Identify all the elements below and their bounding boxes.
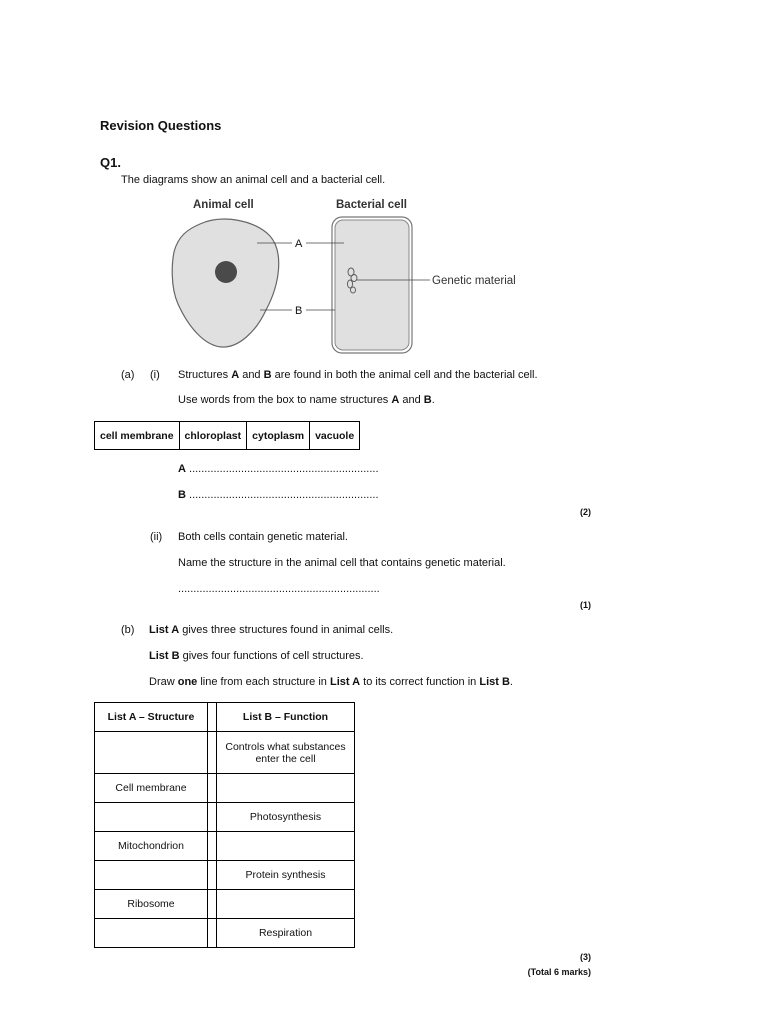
gap-cell [208, 703, 217, 732]
animal-cell-shape [172, 219, 279, 347]
matching-table [94, 702, 355, 948]
sub-i-label: (i) [150, 369, 160, 381]
total-marks: (Total 6 marks) [527, 967, 591, 977]
list-b-cell[interactable]: Photosynthesis [217, 803, 355, 832]
answer-line-a[interactable]: A .............................................................. [178, 463, 379, 475]
page-title: Revision Questions [100, 118, 222, 133]
label-b: B [295, 305, 303, 317]
gap-cell [208, 803, 217, 832]
gap-cell [208, 732, 217, 774]
part-b-instruction: Draw one line from each structure in List A to its correct function in List B. [149, 676, 513, 688]
list-b-cell[interactable]: Controls what substances enter the cell [217, 732, 355, 774]
sub-ii-label: (ii) [150, 531, 163, 543]
sub-ii-question: Both cells contain genetic material. [178, 531, 348, 543]
list-a-description: List A gives three structures found in animal cells. [149, 624, 394, 636]
list-b-cell[interactable]: Respiration [217, 919, 355, 948]
marks-a-i: (2) [580, 507, 591, 517]
sub-ii-instruction: Name the structure in the animal cell that contains genetic material. [178, 557, 506, 569]
header-list-b: List B – Function [217, 703, 355, 732]
list-b-cell[interactable] [217, 832, 355, 861]
list-b-cell[interactable] [217, 774, 355, 803]
list-a-cell[interactable] [95, 803, 208, 832]
word-box-item: cell membrane [95, 422, 180, 450]
list-a-cell[interactable] [95, 732, 208, 774]
answer-line-ii[interactable]: .................................................................. [178, 583, 380, 595]
answer-line-b[interactable]: B .............................................................. [178, 489, 379, 501]
header-list-a: List A – Structure [95, 703, 208, 732]
nucleus-shape [215, 261, 237, 283]
marks-b: (3) [580, 952, 591, 962]
cell-diagram [160, 192, 540, 360]
bacterial-cell-label: Bacterial cell [336, 199, 407, 211]
label-a: A [295, 238, 303, 250]
word-box-item: vacuole [310, 422, 360, 450]
genetic-material-label: Genetic material [432, 275, 516, 287]
question-intro: The diagrams show an animal cell and a bacterial cell. [121, 174, 386, 186]
marks-a-ii: (1) [580, 600, 591, 610]
list-a-cell[interactable]: Ribosome [95, 890, 208, 919]
gap-cell [208, 832, 217, 861]
list-a-cell[interactable] [95, 919, 208, 948]
list-b-description: List B gives four functions of cell structures. [149, 650, 364, 662]
gap-cell [208, 861, 217, 890]
sub-i-question: Structures A and B are found in both the animal cell and the bacterial cell. [178, 369, 538, 381]
list-a-cell[interactable]: Cell membrane [95, 774, 208, 803]
animal-cell-label: Animal cell [193, 199, 254, 211]
list-a-cell[interactable] [95, 861, 208, 890]
list-b-cell[interactable] [217, 890, 355, 919]
word-box [94, 421, 360, 450]
list-b-cell[interactable]: Protein synthesis [217, 861, 355, 890]
sub-i-instruction: Use words from the box to name structures A and B. [178, 394, 435, 406]
word-box-item: cytoplasm [247, 422, 310, 450]
question-number: Q1. [100, 155, 121, 170]
gap-cell [208, 774, 217, 803]
list-a-cell[interactable]: Mitochondrion [95, 832, 208, 861]
part-a-label: (a) [121, 369, 135, 381]
part-b-label: (b) [121, 624, 135, 636]
bacterial-cell-body [335, 220, 409, 350]
gap-cell [208, 890, 217, 919]
word-box-item: chloroplast [179, 422, 247, 450]
gap-cell [208, 919, 217, 948]
